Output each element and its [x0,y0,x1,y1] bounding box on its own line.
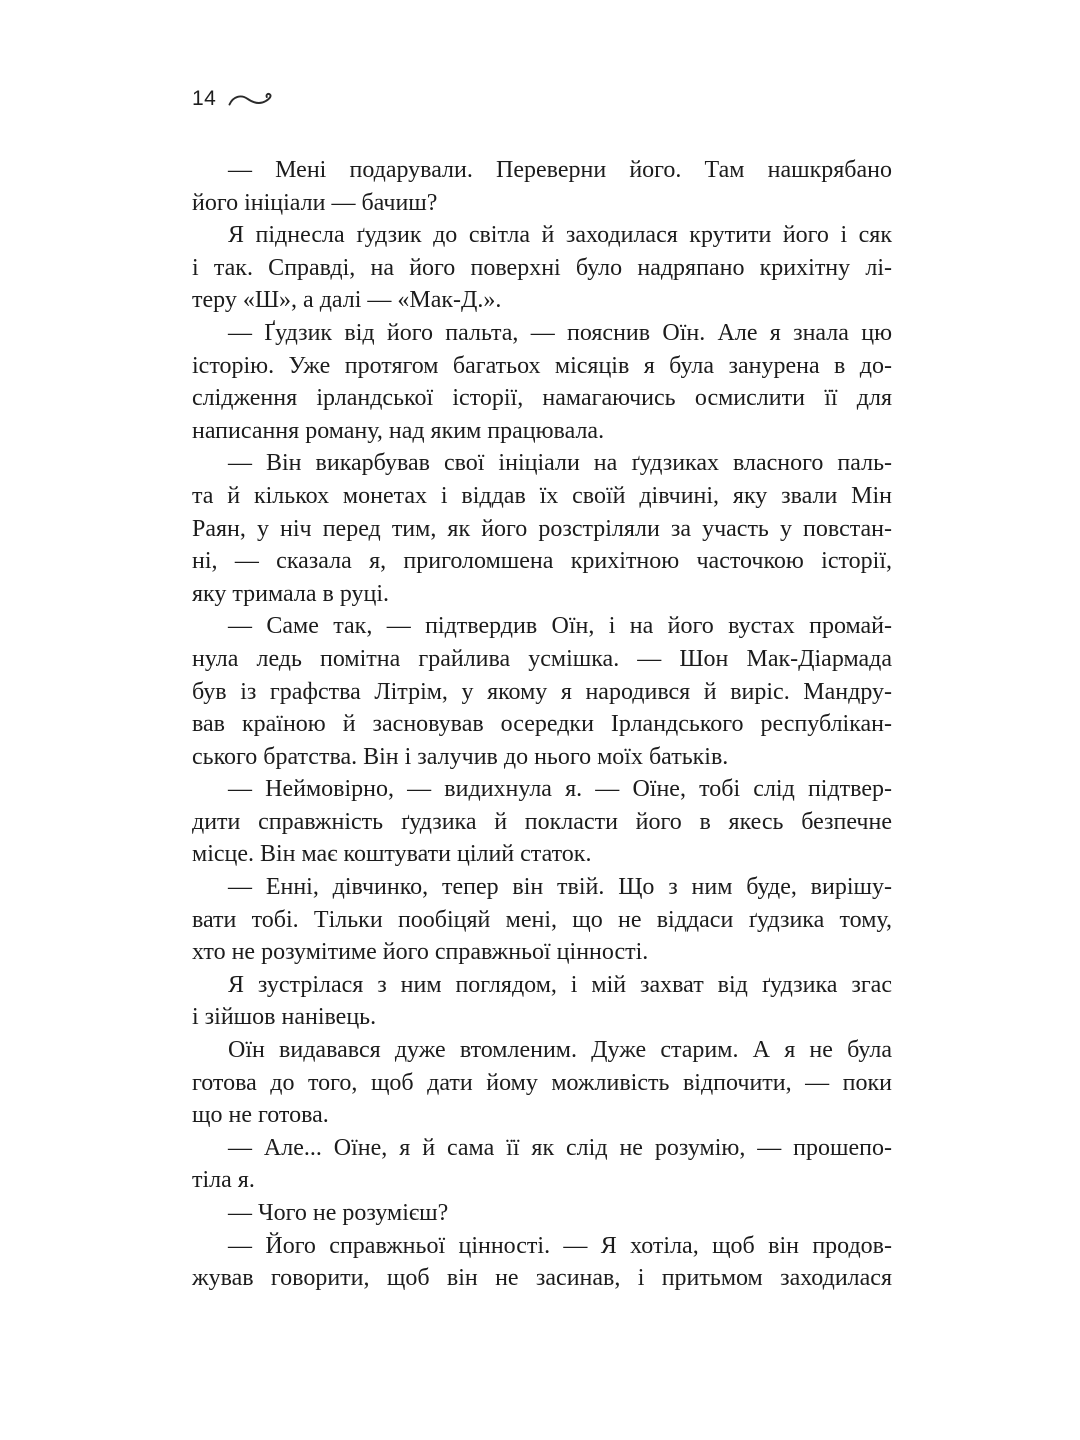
text-line: — Його справжньої цінності. — Я хотіла, щоб він продов- [228,1232,892,1259]
text-line: написання роману, над яким працювала. [192,417,605,444]
text-line: та й кількох монетах і віддав їх своїй дівчині, яку звали Мін [192,482,892,509]
text-line: — Мені подарували. Переверни його. Там нашкрябано [228,157,892,183]
text-line: теру «Ш», а далі — «Мак-Д.». [192,287,502,314]
paragraph [192,447,892,610]
text-line: вав країною й засновував осередки Ірландського республікан- [192,711,892,738]
paragraph [192,317,892,447]
text-line: жував говорити, щоб він не засинав, і притьмом заходилася [192,1265,892,1292]
paragraph [192,1132,892,1197]
text-line: — Неймовірно, — видихнула я. — Оїне, тобі слід підтвер- [228,776,892,803]
page-number: 14 [192,87,217,110]
text-line: його ініціали — бачиш? [192,189,438,216]
text-line: тіла я. [192,1167,255,1194]
paragraph [192,1197,892,1230]
text-line: Я піднесла ґудзик до світла й заходилася крутити його і сяк [228,222,892,249]
text-line: ського братства. Він і залучив до нього моїх батьків. [192,743,729,770]
text-line: нула ледь помітна грайлива усмішка. — Шон Мак-Діармада [192,645,892,672]
text-line: — Чого не розумієш? [228,1200,449,1226]
paragraph [192,154,892,219]
text-line: — Ґудзик від його пальта, — пояснив Оїн. Але я знала цю [228,319,892,346]
text-line: історію. Уже протягом багатьох місяців я була занурена в до- [192,352,892,379]
text-line: — Енні, дівчинко, тепер він твій. Що з ним буде, вирішу- [228,874,892,901]
text-line: вати тобі. Тільки пообіцяй мені, що не віддаси ґудзика тому, [192,906,892,933]
paragraph [192,773,892,871]
text-line: Я зустрілася з ним поглядом, і мій захват від ґудзика згас [228,971,892,998]
text-line: що не готова. [192,1102,329,1129]
text-line: — Але... Оїне, я й сама її як слід не розумію, — прошепо- [228,1134,892,1161]
text-line: був із графства Літрім, у якому я народився й виріс. Мандру- [192,678,892,705]
paragraph [192,610,892,773]
paragraph [192,969,892,1034]
text-block [192,86,892,1295]
text-line: місце. Він має коштувати цілий статок. [192,841,592,868]
text-line: ні, — сказала я, приголомшена крихітною часточкою історії, [192,548,892,575]
text-line: дити справжність ґудзика й покласти його в якесь безпечне [192,808,892,835]
text-line: слідження ірландської історії, намагаючись осмислити її для [192,385,892,412]
text-line: яку тримала в руці. [192,580,390,607]
text-line: готова до того, щоб дати йому можливість відпочити, — поки [192,1069,892,1096]
paragraph [192,871,892,969]
paragraph [192,1034,892,1132]
text-line: — Саме так, — підтвердив Оїн, і на його вустах промай- [228,613,892,640]
page-text [192,154,892,1295]
text-line: Оїн видавався дуже втомленим. Дуже старим. А я не була [228,1037,892,1064]
text-line: хто не розумітиме його справжньої цінності. [192,939,649,966]
swash-ornament-icon [228,92,276,110]
text-line: і зійшов нанівець. [192,1004,377,1031]
text-line: і так. Справді, на його поверхні було надряпано крихітну лі- [192,254,892,281]
paragraph [192,219,892,317]
text-line: Раян, у ніч перед тим, як його розстріляли за участь у повстан- [192,515,892,542]
page-header [192,86,892,112]
paragraph [192,1230,892,1295]
text-line: — Він викарбував свої ініціали на ґудзиках власного паль- [228,450,892,477]
